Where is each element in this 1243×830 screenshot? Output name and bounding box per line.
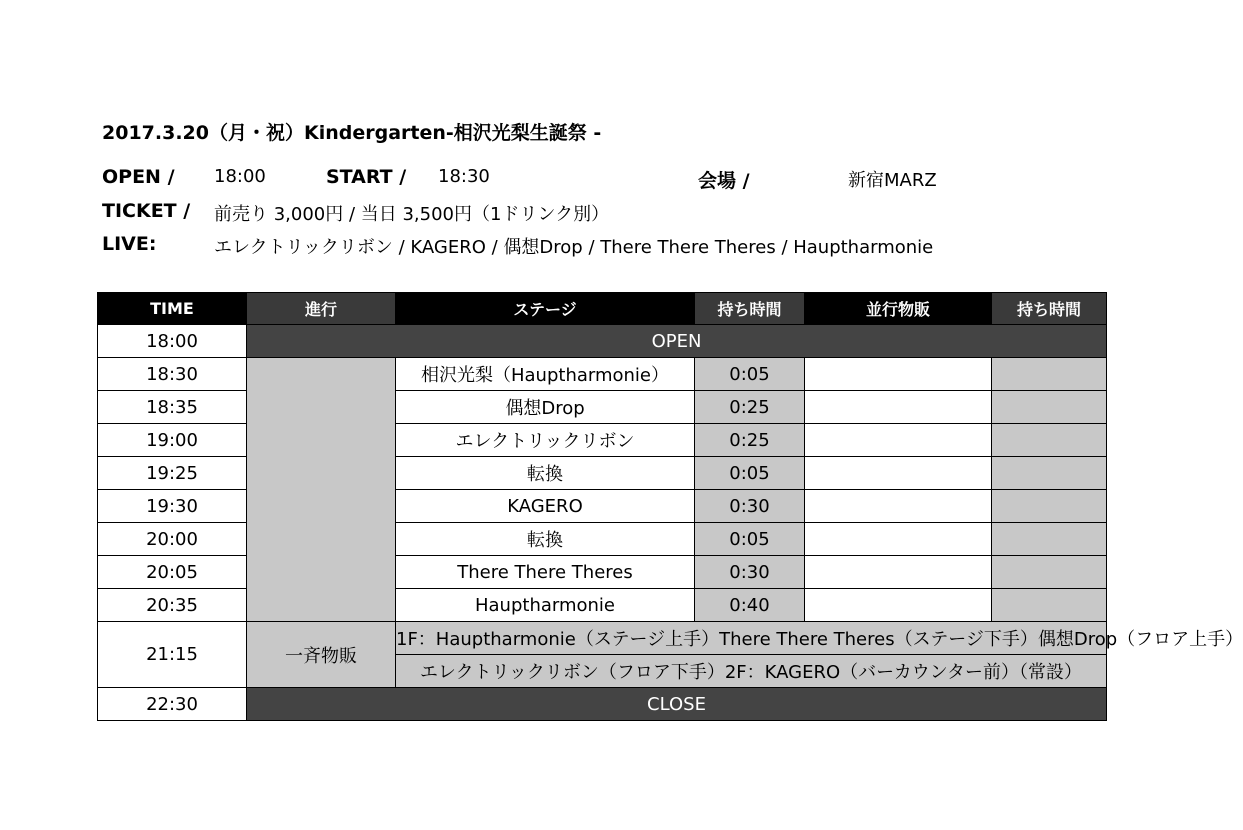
header-stage: ステージ (396, 293, 695, 325)
merch-duration-cell (992, 358, 1107, 391)
duration-cell: 0:05 (695, 523, 805, 556)
stage-cell: KAGERO (396, 490, 695, 523)
merch-cell (805, 358, 992, 391)
start-label: START / (326, 166, 407, 188)
open-label: OPEN / (102, 166, 175, 188)
merch-duration-cell (992, 556, 1107, 589)
duration-cell: 0:05 (695, 358, 805, 391)
merch-cell (805, 523, 992, 556)
stage-cell: Hauptharmonie (396, 589, 695, 622)
time-cell: 20:05 (98, 556, 247, 589)
duration-cell: 0:05 (695, 457, 805, 490)
time-cell: 18:00 (98, 325, 247, 358)
open-time: 18:00 (214, 166, 266, 187)
duration-cell: 0:30 (695, 556, 805, 589)
time-cell: 20:00 (98, 523, 247, 556)
merch-cell (805, 556, 992, 589)
start-time: 18:30 (438, 166, 490, 187)
time-cell: 19:30 (98, 490, 247, 523)
duration-cell: 0:25 (695, 391, 805, 424)
merch-cell (805, 589, 992, 622)
venue-label: 会場 / (698, 170, 750, 192)
ticket-label: TICKET / (102, 200, 191, 222)
stage-cell: There There Theres (396, 556, 695, 589)
merch-duration-cell (992, 424, 1107, 457)
merch-cell (805, 391, 992, 424)
merch-cell (805, 424, 992, 457)
time-cell: 18:35 (98, 391, 247, 424)
merch-duration-cell (992, 457, 1107, 490)
event-title: 2017.3.20（月・祝）Kindergarten-相沢光梨生誕祭 - (102, 122, 602, 144)
header-merch-duration: 持ち時間 (992, 293, 1107, 325)
time-cell: 18:30 (98, 358, 247, 391)
merch-location-line-2: エレクトリックリボン（フロア下手）2F：KAGERO（バーカウンター前）（常設） (396, 655, 1107, 688)
time-cell: 19:25 (98, 457, 247, 490)
timetable (97, 292, 1243, 721)
header-merch: 並行物販 (805, 293, 992, 325)
stage-cell: エレクトリックリボン (396, 424, 695, 457)
header-time: TIME (98, 293, 247, 325)
close-row (98, 688, 1107, 721)
venue-value: 新宿MARZ (848, 170, 937, 191)
time-cell: 20:35 (98, 589, 247, 622)
merch-cell (805, 457, 992, 490)
stage-cell: 偶想Drop (396, 391, 695, 424)
header-progress: 進行 (247, 293, 396, 325)
merch-duration-cell (992, 391, 1107, 424)
time-cell: 21:15 (98, 622, 247, 688)
merch-location-line-1: 1F：Hauptharmonie（ステージ上手）There There Theres（ステージ下手）偶想Drop（フロア上手） (396, 622, 1107, 655)
header-duration: 持ち時間 (695, 293, 805, 325)
duration-cell: 0:25 (695, 424, 805, 457)
duration-cell: 0:30 (695, 490, 805, 523)
table-header-row (98, 293, 1107, 325)
merch-duration-cell (992, 523, 1107, 556)
live-label: LIVE: (102, 233, 157, 255)
open-banner: OPEN (247, 325, 1107, 358)
time-cell: 22:30 (98, 688, 247, 721)
merch-row (98, 622, 1107, 655)
open-row (98, 325, 1107, 358)
ticket-value: 前売り 3,000円 / 当日 3,500円（1ドリンク別） (214, 204, 610, 225)
duration-cell: 0:40 (695, 589, 805, 622)
bulk-merch-cell: 一斉物販 (247, 622, 396, 688)
close-banner: CLOSE (247, 688, 1107, 721)
progress-cell (247, 358, 396, 622)
stage-cell: 相沢光梨（Hauptharmonie） (396, 358, 695, 391)
stage-cell: 転換 (396, 457, 695, 490)
live-lineup: エレクトリックリボン / KAGERO / 偶想Drop / There There Theres / Hauptharmonie (214, 237, 934, 258)
merch-cell (805, 490, 992, 523)
table-row (98, 358, 1107, 391)
merch-duration-cell (992, 490, 1107, 523)
stage-cell: 転換 (396, 523, 695, 556)
time-cell: 19:00 (98, 424, 247, 457)
merch-duration-cell (992, 589, 1107, 622)
